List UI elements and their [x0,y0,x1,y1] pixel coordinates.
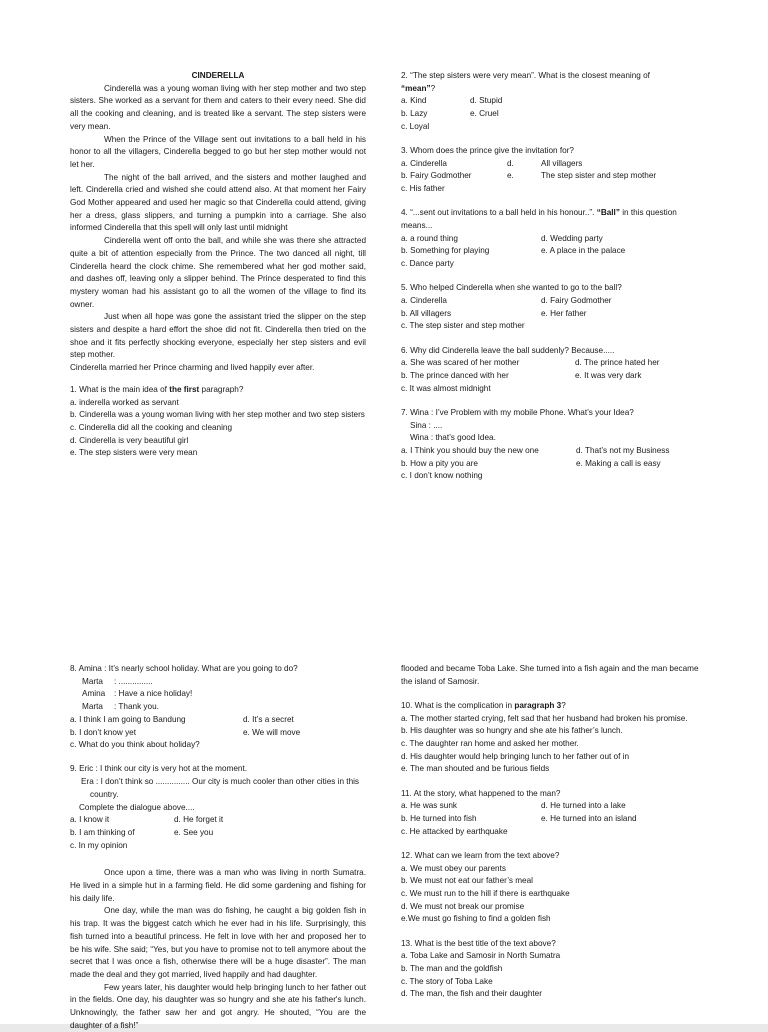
option-b[interactable]: b. Fairy Godmother [401,171,472,181]
question-stem: 3. Whom does the prince give the invitation for? [401,146,574,156]
option-c[interactable]: c. The daughter ran home and asked her mother. [401,739,579,749]
option-e[interactable]: e. The step sisters were very mean [70,448,198,458]
question-stem: 6. Why did Cinderella leave the ball suddenly? Because..... [401,345,615,355]
option-d[interactable]: d. Cinderella is very beautiful girl [70,435,189,445]
option-b[interactable]: b. The man and the goldfish [401,964,503,974]
question-12 [401,850,699,926]
question-stem: 1. What is the main idea of the first paragraph? [70,384,244,394]
option-a[interactable]: a. I know it [70,815,110,825]
dialogue-line: Marta : Thank you. [82,702,159,712]
option-d[interactable]: d. Fairy Godmother [541,296,612,306]
option-b[interactable]: b. We must not eat our father’s meal [401,876,533,886]
question-stem: 4. “...sent out invitations to a ball held in his honour..”. “Ball” in this question means... [401,208,677,231]
option-a[interactable]: a. She was scared of her mother [401,358,520,368]
bottom-left-column [70,663,366,1030]
option-d[interactable]: d. He forget it [174,815,224,825]
dialogue-line: Era : I don’t think so ............... Our city is much cooler than other cities in this country. [81,777,360,799]
story-title: CINDERELLA [191,71,245,80]
question-stem: 7. Wina : I’ve Problem with my mobile Phone. What’s your Idea? [401,407,634,417]
option-e[interactable]: e. Her father [541,308,587,318]
option-e[interactable]: e. A place in the palace [541,246,626,256]
option-b[interactable]: b. All villagers [401,308,452,318]
option-c[interactable]: c. The step sister and step mother [401,321,525,331]
option-a[interactable]: a. I Think you should buy the new one [401,446,539,456]
option-a[interactable]: a. inderella worked as servant [70,397,179,407]
question-11 [401,788,699,839]
option-c[interactable]: c. What do you think about holiday? [70,740,200,750]
question-stem: 2. “The step sisters were very mean”. What is the closest meaning of [401,71,650,80]
question-7 [401,407,699,483]
dialogue-line: Marta : ............... [82,676,153,686]
option-d[interactable]: d. We must not break our promise [401,901,525,911]
question-9 [70,763,366,852]
option-b[interactable]: b. His daughter was so hungry and she ate his father’s lunch. [401,726,623,736]
story-2-paragraph-1: Once upon a time, there was a man who was living in north Sumatra. He lived in a simple hut in a farming field. He did some gardening and fishing for his daily life. [70,868,366,903]
option-d[interactable]: d. He turned into a lake [541,801,626,811]
option-a[interactable]: a. Cinderella [401,158,447,168]
dialogue-line: Wina : that’s good Idea. [410,433,496,443]
option-d[interactable]: d. It’s a secret [243,714,294,724]
story-2 [70,867,366,1030]
bottom-right-column [401,663,699,1001]
option-e[interactable]: e. See you [174,827,214,837]
option-b[interactable]: b. I don’t know yet [70,727,136,737]
option-b[interactable]: b. Lazy [401,109,428,119]
question-stem: 5. Who helped Cinderella when she wanted to go to the ball? [401,283,622,293]
option-b[interactable]: b. I am thinking of [70,827,135,837]
option-e[interactable]: e. It was very dark [575,371,642,381]
question-10 [401,700,699,776]
option-a[interactable]: a. Kind [401,96,427,106]
option-c[interactable]: c. I don’t know nothing [401,471,483,481]
option-a[interactable]: a. The mother started crying, felt sad that her husband had broken his promise. [401,713,688,723]
option-d[interactable]: d. Stupid [470,96,503,106]
option-b[interactable]: b. How a pity you are [401,458,478,468]
top-right-column [401,70,699,483]
question-3 [401,145,699,196]
option-e[interactable]: e. Making a call is easy [576,458,661,468]
question-13 [401,938,699,1002]
option-d-letter: d. [507,158,514,168]
option-d[interactable]: d. That’s not my Business [576,446,670,456]
question-4 [401,207,699,271]
question-stem-keyword: “mean”? [401,83,436,93]
option-c[interactable]: c. It was almost midnight [401,383,491,393]
option-d[interactable]: All villagers [541,158,583,168]
option-c[interactable]: c. Loyal [401,121,430,131]
story-2-paragraph-2: One day, while the man was do fishing, he caught a big golden fish in his trap. It was the biggest catch which he ever had in his life. Surprisingly, this fish turned into a beautiful princess. He felt in love with her and proposed her to be his wife. She said; “Yes, but you have to promise not to tell anymore about the secret that I was once a fish, otherwise there will be a huge disaster”. The man made the deal and they got married, lived happily and had daughter. [70,906,366,979]
option-d[interactable]: d. The man, the fish and their daughter [401,989,542,999]
option-e[interactable]: e. He turned into an island [541,814,637,824]
story-paragraph-4: Cinderella went off onto the ball, and while she was there she attracted quite a bit of attention especially from the Prince. The two danced all night, till Cinderella heard the clock chime. She remembered what her god mother said, and dashes off, leaving only a slipper behind. The Prince desperated to find this mystery woman had his assistant go to all the women of the village to find its owner. [70,236,366,309]
option-d[interactable]: d. The prince hated her [575,358,660,368]
option-e[interactable]: The step sister and step mother [541,171,657,181]
question-1 [70,384,366,460]
option-e[interactable]: e. The man shouted and be furious fields [401,764,550,774]
option-c[interactable]: c. We must run to the hill if there is earthquake [401,889,570,899]
story-paragraph-6: Cinderella married her Prince charming and lived happily ever after. [70,363,315,373]
option-a[interactable]: a. We must obey our parents [401,863,506,873]
option-a[interactable]: a. I think I am going to Bandung [70,714,186,724]
story-paragraph-5: Just when all hope was gone the assistant tried the slipper on the step sisters and despite a hard effort the shoe did not fit. Cinderella then tried on the shoe and it fits perfectly shocking everyone, especially her step sisters and evil step mother. [70,312,366,360]
question-stem: 9. Eric : I think our city is very hot at the moment. [70,764,248,774]
question-5 [401,282,699,333]
option-c[interactable]: c. He attacked by earthquake [401,826,508,836]
option-e-letter: e. [507,171,514,181]
option-c[interactable]: c. The story of Toba Lake [401,976,493,986]
dialogue-line: Amina : Have a nice holiday! [82,689,193,699]
option-e[interactable]: e.We must go fishing to find a golden fish [401,914,551,924]
option-b[interactable]: b. Cinderella was a young woman living with her step mother and two step sisters [70,410,365,420]
dialogue-instruction: Complete the dialogue above.... [79,802,195,812]
top-left-column [70,70,366,460]
dialogue-line: Sina : .... [410,420,443,430]
dialogue [70,676,366,714]
option-a[interactable]: a. Toba Lake and Samosir in North Sumatra [401,951,561,961]
option-c[interactable]: c. His father [401,184,445,194]
story-paragraph-1: Cinderella was a young woman living with her step mother and two step sisters. She worked as a servant for them and caters to their every need. She did all the cooking and cleaning, and is treated like a servant. The step sisters were very mean. [70,83,366,131]
option-e[interactable]: e. Cruel [470,109,499,119]
question-6 [401,345,699,396]
question-stem: 12. What can we learn from the text above? [401,850,560,860]
option-c[interactable]: c. Dance party [401,259,454,269]
option-c[interactable]: c. In my opinion [70,840,128,850]
question-stem: 13. What is the best title of the text above? [401,938,556,948]
option-a[interactable]: a. He was sunk [401,801,457,811]
question-stem: 8. Amina : It’s nearly school holiday. What are you going to do? [70,664,298,673]
question-8 [70,663,366,752]
option-a[interactable]: a. a round thing [401,233,458,243]
option-b[interactable]: b. The prince danced with her [401,371,509,381]
option-b[interactable]: b. Something for playing [401,246,490,256]
option-e[interactable]: e. We will move [243,727,301,737]
option-d[interactable]: d. His daughter would help bringing lunch to her father out of in [401,751,630,761]
option-c[interactable]: c. Cinderella did all the cooking and cleaning [70,422,233,432]
question-stem: 10. What is the complication in paragraph 3? [401,700,566,710]
story-2-paragraph-3: Few years later, his daughter would help bringing lunch to her father out in the fields. One day, his daughter was so hungry and she ate his father's lunch. Unknowingly, the father saw her and got angry. He shouted, “You are the daughter of a fish!” [70,982,366,1030]
story-paragraph-2: When the Prince of the Village sent out invitations to a ball held in his honor to all the villagers, Cinderella begged to go but her step mother would not let her. [70,134,366,169]
option-d[interactable]: d. Wedding party [541,233,603,243]
question-stem: 11. At the story, what happened to the man? [401,788,561,798]
option-b[interactable]: b. He turned into fish [401,814,477,824]
option-a[interactable]: a. Cinderella [401,296,447,306]
story-paragraph-3: The night of the ball arrived, and the sisters and mother laughed and left. Cinderella cried and wished she could attend also. At that moment her Fairy God Mother appeared and used her magic so that Cinderella could attend, giving her a dress, glass slippers, and turning a pumpkin into a carriage. She also informed Cinderella that this spell will only last until midnight [70,172,366,233]
question-2 [401,70,699,134]
story-2-continuation: flooded and became Toba Lake. She turned into a fish again and the man became the island of Samosir. [401,664,699,686]
